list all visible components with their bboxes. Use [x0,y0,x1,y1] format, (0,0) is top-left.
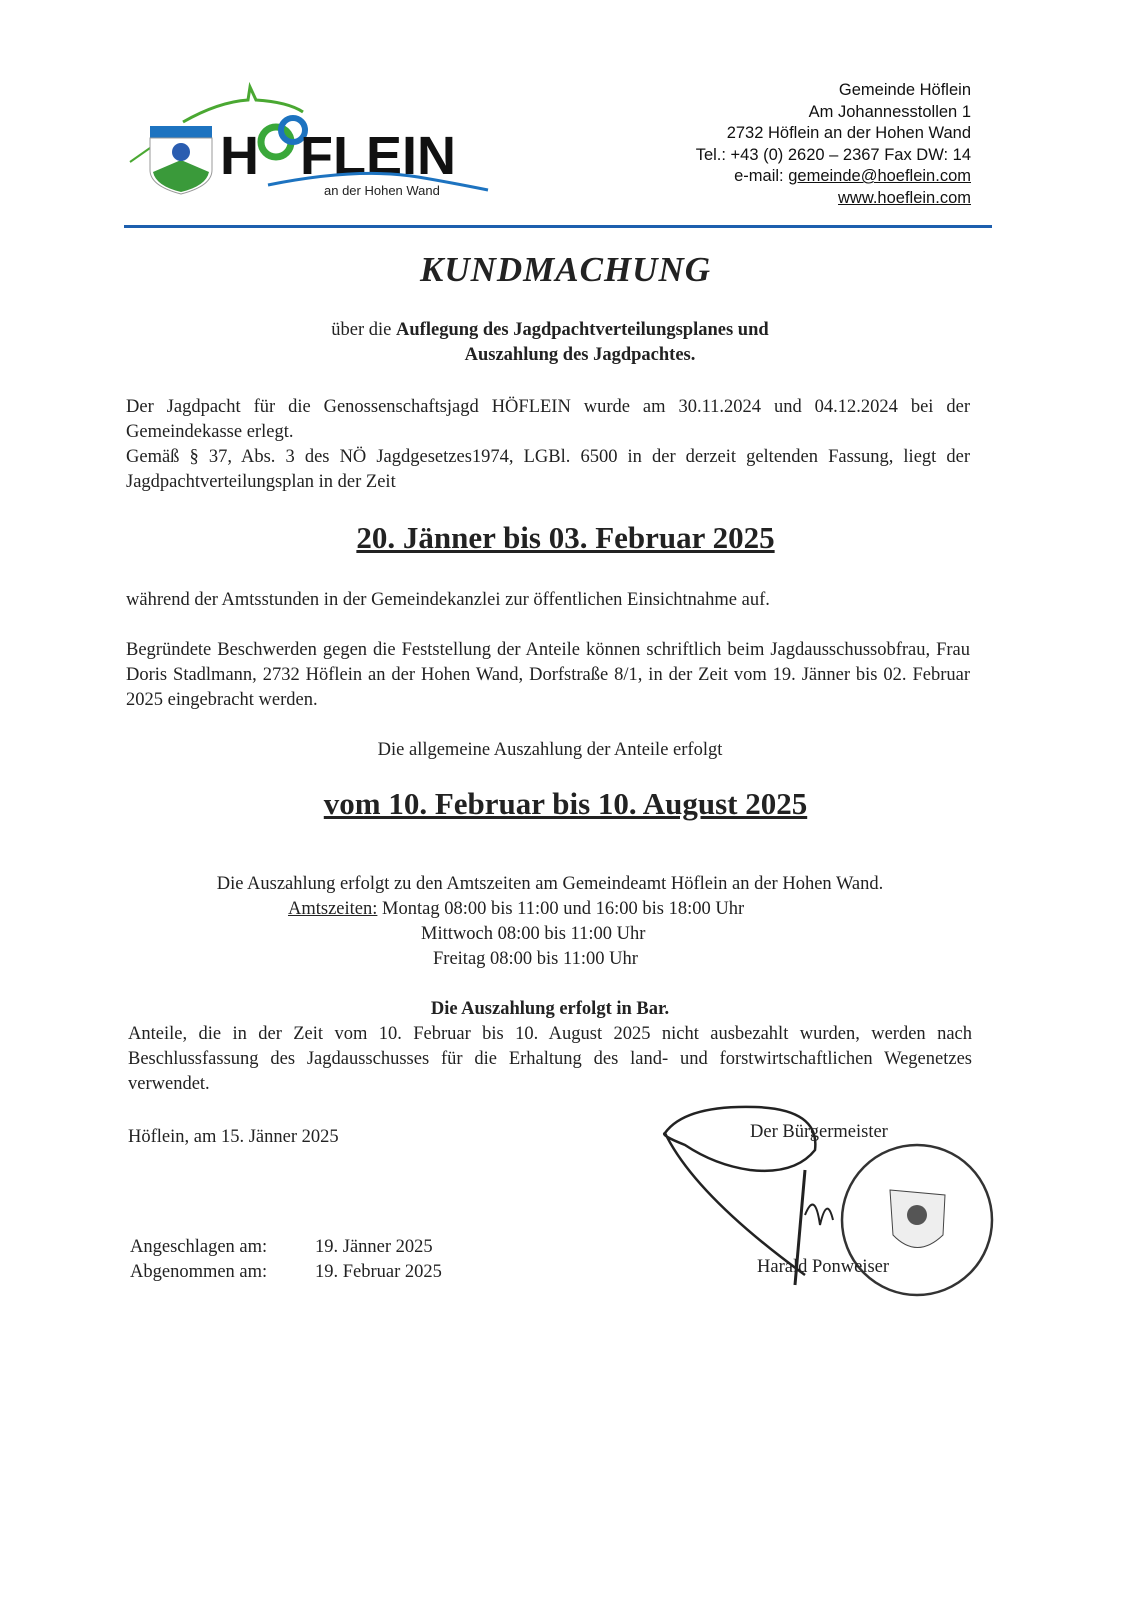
posting-info [130,1235,442,1285]
email-label: e-mail: [734,167,789,185]
office-hours-wednesday: Mittwoch 08:00 bis 11:00 Uhr [421,924,646,944]
inspection-period: 20. Jänner bis 03. Februar 2025 [356,520,775,555]
office-hours-monday: Montag 08:00 bis 11:00 und 16:00 bis 18:00 Uhr [377,899,745,919]
address-line: Tel.: +43 (0) 2620 – 2367 Fax DW: 14 [695,145,971,164]
address-line: Gemeinde Höflein [838,81,971,99]
payout-location: Die Auszahlung erfolgt zu den Amtszeiten am Gemeindeamt Höflein an der Hohen Wand. [216,874,884,894]
signature-block [655,1095,1005,1310]
logo-graphic [128,82,498,202]
posted-label: Angeschlagen am: [130,1237,268,1257]
subject-line-1: Auflegung des Jagdpachtverteilungsplanes und [396,320,769,340]
address-block [696,80,971,209]
email-link[interactable]: gemeinde@hoeflein.com [788,167,971,185]
payout-period: vom 10. Februar bis 10. August 2025 [323,786,808,821]
office-hours-friday: Freitag 08:00 bis 11:00 Uhr [433,949,638,969]
signature-name: Harald Ponweiser [757,1257,890,1277]
header-divider [124,225,992,228]
paragraph-legal-basis: Gemäß § 37, Abs. 3 des NÖ Jagdgesetzes1974, LGBl. 6500 in der derzeit geltenden Fassung, liegt der Jagdpachtverteilungsplan in der Zeit [126,447,970,492]
svg-text:FLEIN: FLEIN [300,126,456,186]
paragraph-complaints: Begründete Beschwerden gegen die Feststellung der Anteile können schriftlich beim Jagdausschussobfrau, Frau Doris Stadlmann, 2732 Höflein an der Hohen Wand, Dorfstraße 8/1, in der Zeit vom 19. Jänner bis 02. Februar 2025 eingebracht werden. [126,640,970,710]
svg-text:H: H [220,126,259,186]
place-date: Höflein, am 15. Jänner 2025 [128,1127,339,1147]
address-line: Am Johannesstollen 1 [808,102,971,121]
paragraph-payout-intro: Die allgemeine Auszahlung der Anteile erfolgt [377,740,723,760]
subject-prefix: über die [331,320,397,340]
paragraph-inspection: während der Amtsstunden in der Gemeindekanzlei zur öffentlichen Einsichtnahme auf. [126,590,770,610]
municipality-logo [128,82,498,202]
subject-line-2: Auszahlung des Jagdpachtes. [464,345,696,365]
office-hours [288,897,744,922]
cash-note: Die Auszahlung erfolgt in Bar. [430,999,670,1019]
website-link[interactable]: www.hoeflein.com [838,188,971,207]
subject [0,318,1100,368]
signature-role: Der Bürgermeister [750,1122,888,1142]
removed-label: Abgenommen am: [130,1262,268,1282]
office-hours-label: Amtszeiten: [288,899,378,919]
paragraph-payment: Der Jagdpacht für die Genossenschaftsjagd HÖFLEIN wurde am 30.11.2024 und 04.12.2024 bei der Gemeindekasse erlegt. [126,397,970,442]
paragraph-unclaimed: Anteile, die in der Zeit vom 10. Februar bis 10. August 2025 nicht ausbezahlt wurden, werden nach Beschlussfassung des Jagdausschusses für die Erhaltung des land- und forstwirtschaftlichen Wegenetzes verwendet. [128,1024,972,1094]
logo-subtitle: an der Hohen Wand [324,183,440,198]
posted-date: 19. Jänner 2025 [315,1237,433,1257]
page-title: KUNDMACHUNG [419,250,712,289]
removed-date: 19. Februar 2025 [315,1262,442,1282]
address-line: 2732 Höflein an der Hohen Wand [726,124,971,142]
